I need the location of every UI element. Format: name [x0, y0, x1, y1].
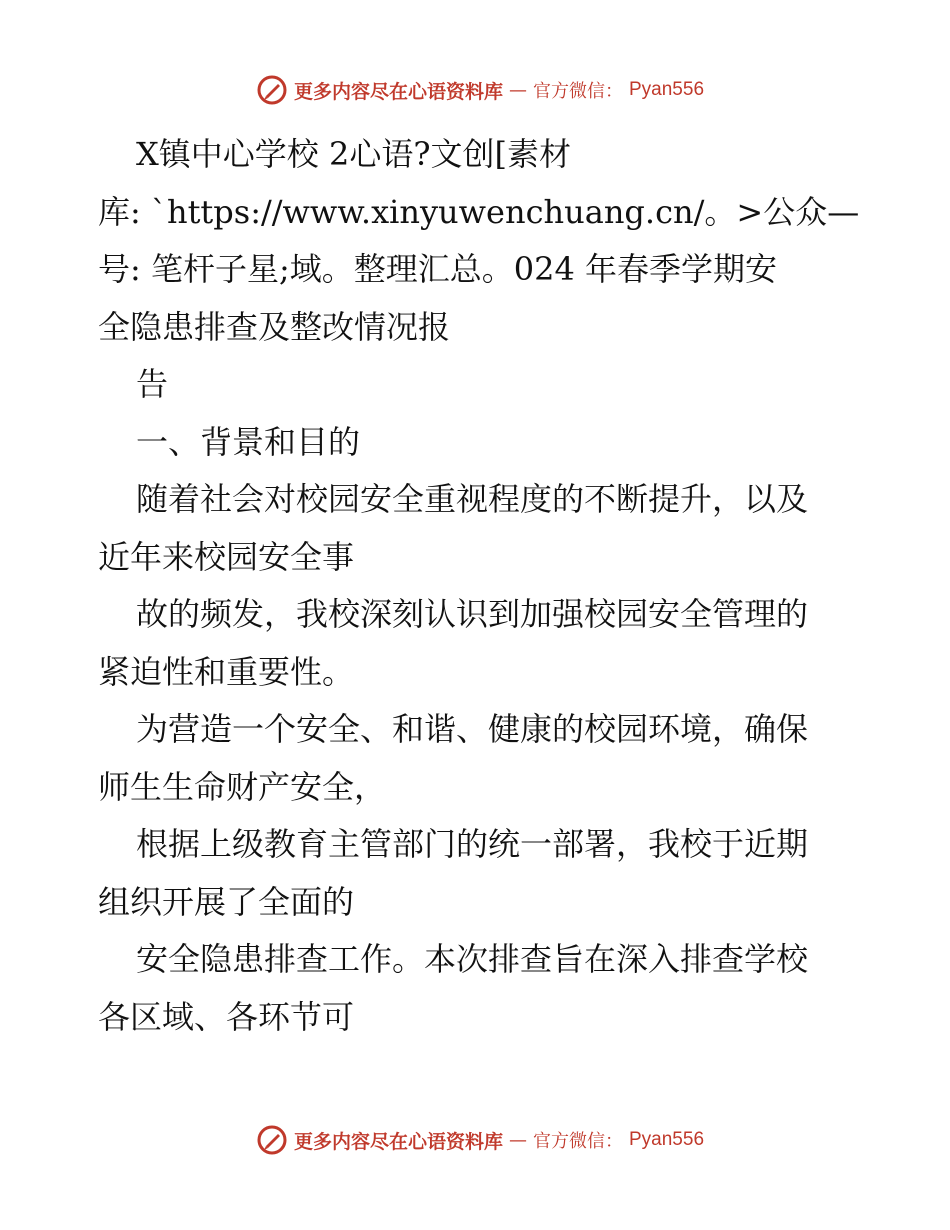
doc-line: X镇中心学校 2心语?文创[素材	[136, 135, 571, 173]
footer-watermark	[0, 1120, 950, 1160]
watermark-label: 官方微信：	[533, 1131, 623, 1152]
watermark-label: 官方微信：	[533, 81, 623, 102]
watermark-text: 更多内容尽在心语资料库	[293, 80, 503, 103]
doc-line: 库: `https://www.xinyuwenchuang.cn/。>公众—	[98, 192, 860, 231]
doc-line: 师生生命财产安全，	[98, 767, 387, 806]
pen-logo-icon	[256, 74, 288, 106]
doc-line: 近年来校园安全事	[98, 537, 355, 576]
doc-line: 各区域、各环节可	[98, 997, 355, 1036]
pen-logo-icon	[256, 1124, 288, 1156]
doc-line: 随着社会对校园安全重视程度的不断提升，以及	[136, 480, 809, 518]
document-body	[98, 126, 858, 1046]
section-heading: 一、背景和目的	[136, 422, 361, 461]
watermark-group	[256, 74, 704, 106]
watermark-group	[256, 1124, 704, 1156]
doc-line: 告	[136, 365, 169, 403]
watermark-account: Pyan556	[629, 79, 705, 100]
watermark-text: 更多内容尽在心语资料库	[293, 1130, 503, 1153]
doc-line: 组织开展了全面的	[98, 882, 355, 921]
doc-line: 根据上级教育主管部门的统一部署，我校于近期	[136, 825, 809, 863]
watermark-separator: —	[509, 1129, 527, 1151]
doc-line: 紧迫性和重要性。	[98, 652, 355, 691]
doc-line: 全隐患排查及整改情况报	[98, 307, 451, 346]
doc-line: 故的频发，我校深刻认识到加强校园安全管理的	[136, 595, 809, 633]
doc-line: 为营造一个安全、和谐、健康的校园环境，确保	[136, 710, 809, 748]
watermark-account: Pyan556	[629, 1129, 705, 1150]
watermark-separator: —	[509, 79, 527, 101]
doc-line: 安全隐患排查工作。本次排查旨在深入排查学校	[136, 940, 809, 978]
doc-line: 号: 笔杆子星;域。整理汇总。024 年春季学期安	[98, 250, 777, 288]
header-watermark	[0, 70, 950, 110]
